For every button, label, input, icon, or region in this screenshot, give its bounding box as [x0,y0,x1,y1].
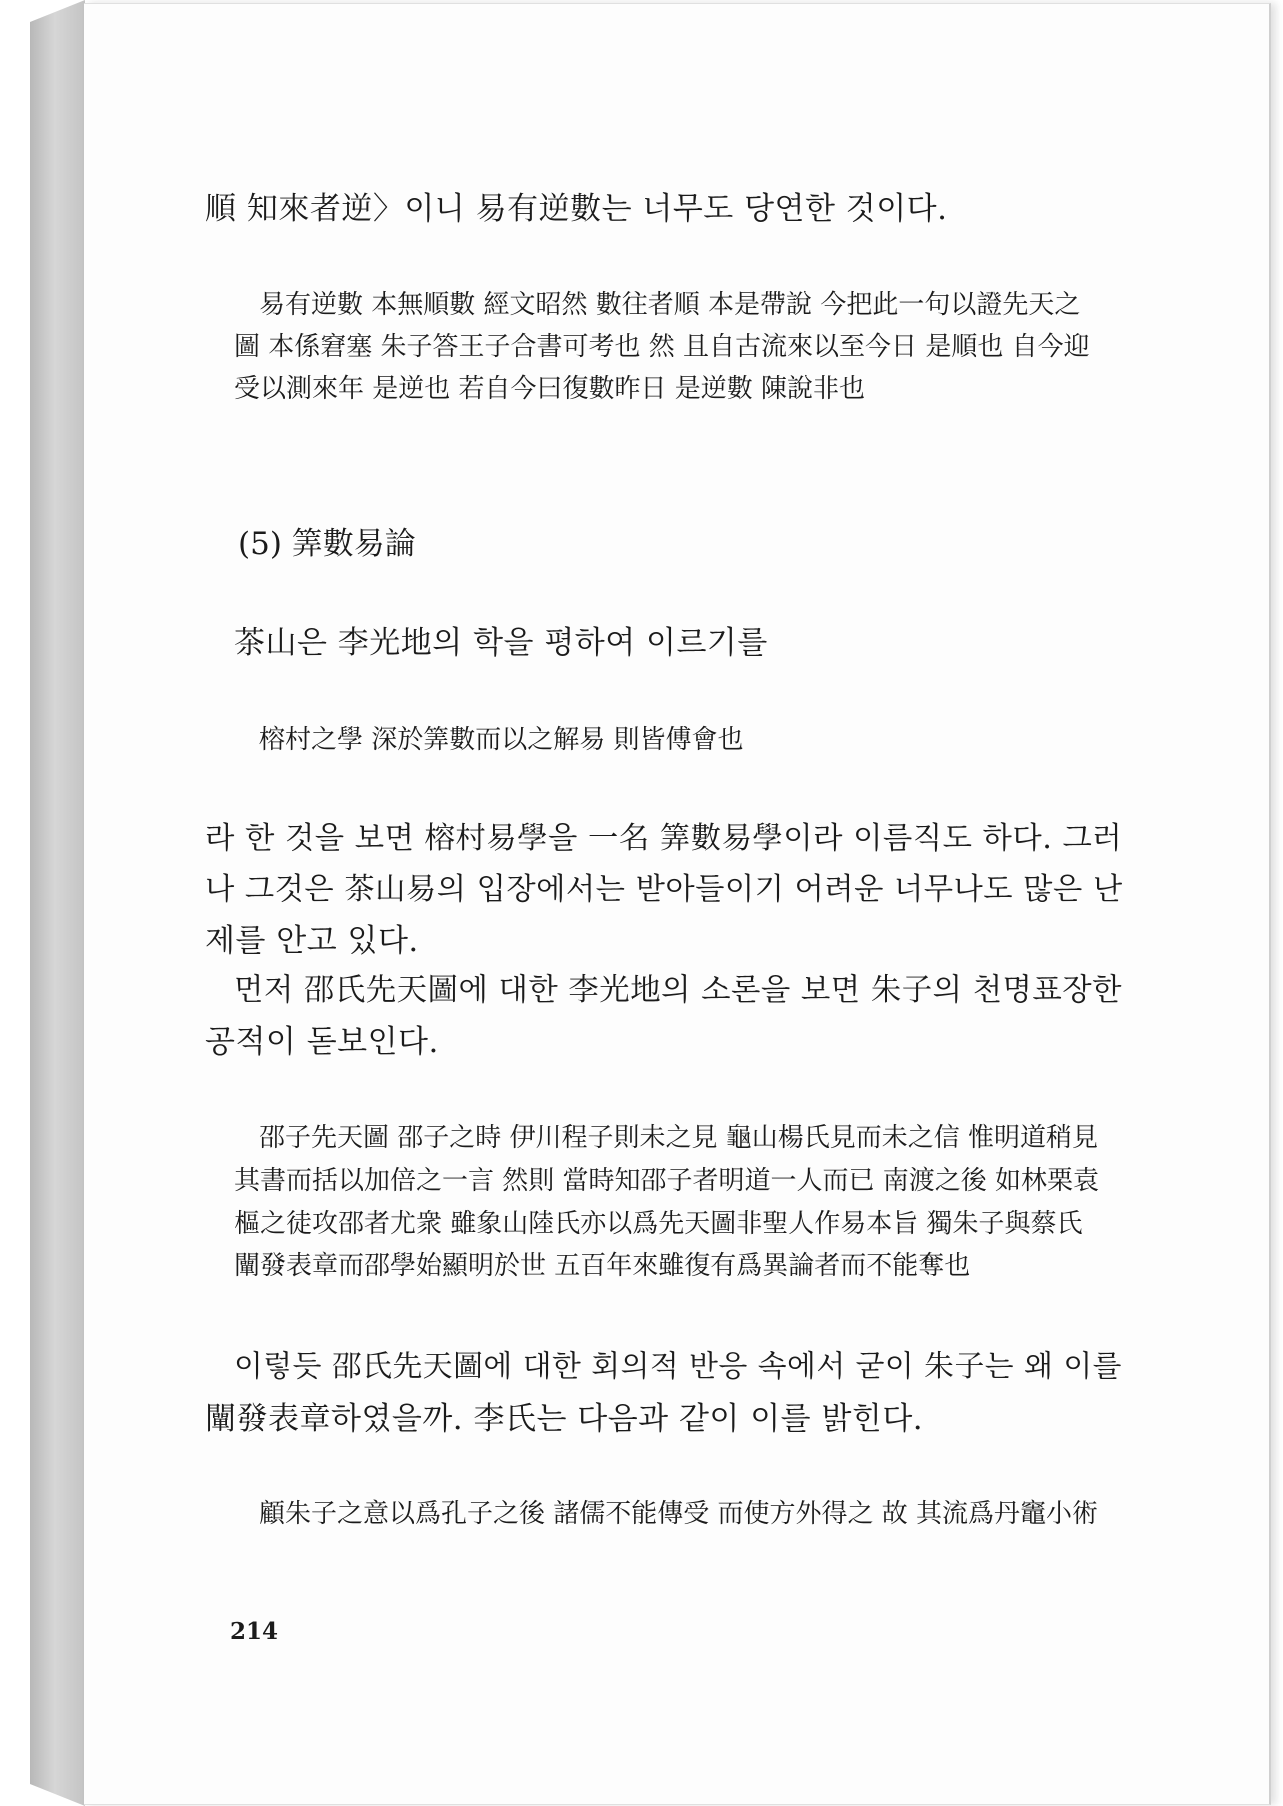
paragraph-line: 나 그것은 茶山易의 입장에서는 받아들이기 어려운 너무나도 많은 난 [205,872,1123,907]
quote-line: 受以測來年 是逆也 若自今曰復數昨日 是逆數 陳說非也 [234,374,866,404]
paragraph-line: 順 知來者逆〉이니 易有逆數는 너무도 당연한 것이다. [205,191,948,227]
book-spine [30,0,85,1806]
paragraph-line: 闡發表章하였을까. 李氏는 다음과 같이 이를 밝힌다. [205,1401,924,1437]
paragraph-line: 먼저 邵氏先天圖에 대한 李光地의 소론을 보면 朱子의 천명표장한 [234,973,1123,1008]
paragraph-line: 제를 안고 있다. [205,923,419,959]
section-heading: (5) 筭數易論 [238,526,416,562]
quote-line: 其書而括以加倍之一言 然則 當時知邵子者明道一人而已 南渡之後 如林栗袁 [234,1166,1100,1196]
quote-line: 樞之徒攻邵者尤衆 雖象山陸氏亦以爲先天圖非聖人作易本旨 獨朱子與蔡氏 [234,1209,1083,1239]
quote-line: 顧朱子之意以爲孔子之後 諸儒不能傳受 而使方外得之 故 其流爲丹竈小術 [259,1499,1099,1529]
paragraph-line: 이렇듯 邵氏先天圖에 대한 회의적 반응 속에서 굳이 朱子는 왜 이를 [234,1349,1122,1384]
paragraph-line: 라 한 것을 보면 榕村易學을 一名 筭數易學이라 이름직도 하다. 그러 [205,821,1123,856]
quote-line: 邵子先天圖 邵子之時 伊川程子則未之見 龜山楊氏見而未之信 惟明道稍見 [259,1123,1099,1153]
quote-line: 闡發表章而邵學始顯明於世 五百年來雖復有爲異論者而不能奪也 [234,1251,971,1281]
paragraph-line: 茶山은 李光地의 학을 평하여 이르기를 [234,625,768,661]
quote-line: 榕村之學 深於筭數而以之解易 則皆傅會也 [259,725,744,755]
paragraph-line: 공적이 돋보인다. [205,1024,439,1060]
page-number: 214 [230,1618,279,1645]
quote-line: 易有逆數 本無順數 經文昭然 數往者順 本是帶說 今把此一句以證先天之 [259,290,1081,320]
quote-line: 圖 本係窘塞 朱子答王子合書可考也 然 且自古流來以至今日 是順也 自今迎 [234,332,1090,362]
